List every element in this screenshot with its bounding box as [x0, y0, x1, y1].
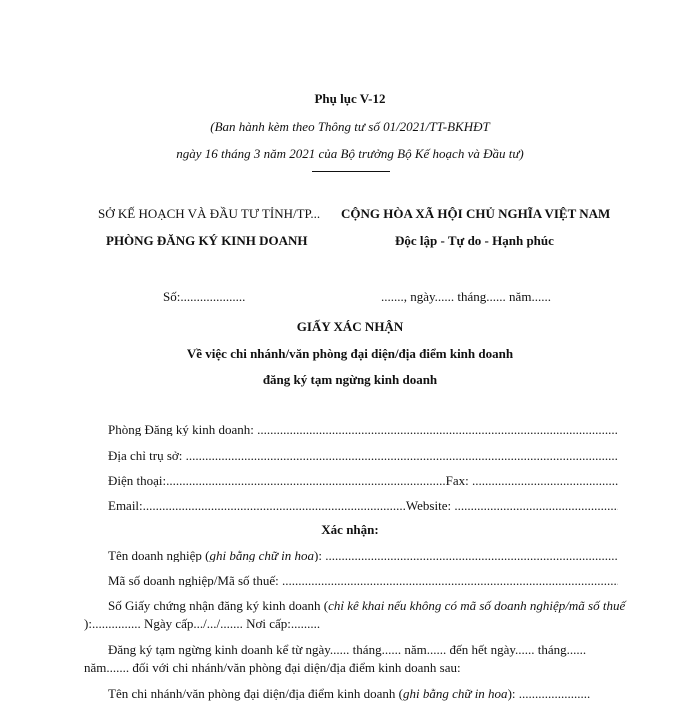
document-title: GIẤY XÁC NHẬN	[296, 319, 404, 334]
email-dots: .................................................................................	[142, 499, 406, 512]
tax-code-field	[108, 574, 618, 587]
office-label: Phòng Đăng ký kinh doanh:	[108, 423, 254, 436]
cert-line2	[84, 617, 320, 630]
office-field	[108, 423, 618, 436]
cert-prefix: Số Giấy chứng nhận đăng ký kinh doanh (	[108, 598, 329, 613]
address-field	[108, 449, 618, 462]
company-name-italic: ghi bằng chữ in hoa	[209, 549, 315, 562]
phone-dots: ......................................................................................	[166, 474, 446, 487]
agency-line1: SỞ KẾ HOẠCH VÀ ĐẦU TƯ TỈNH/TP...	[98, 206, 321, 221]
appendix-title: Phụ lục V-12	[314, 91, 386, 106]
cert-line1	[108, 599, 625, 612]
document-subtitle-line1: Về việc chi nhánh/văn phòng đại diện/địa điểm kinh doanh	[186, 346, 514, 361]
branch-prefix: Tên chi nhánh/văn phòng đại diện/địa điểm kinh doanh (	[108, 686, 403, 701]
company-name-field	[108, 549, 618, 562]
header-divider	[312, 171, 390, 172]
company-name-prefix: Tên doanh nghiệp (	[108, 549, 210, 562]
website-label: Website:	[405, 499, 452, 512]
phone-label: Điện thoại:	[108, 474, 167, 487]
cert-italic: chỉ kê khai nếu không có mã số doanh nghiệp/mã số thuế	[328, 598, 626, 613]
document-subtitle-line2: đăng ký tạm ngừng kinh doanh	[262, 372, 438, 387]
issued-note-line2: ngày 16 tháng 3 năm 2021 của Bộ trưởng Bộ Kế hoạch và Đầu tư)	[176, 146, 524, 161]
suspend-line1: Đăng ký tạm ngừng kinh doanh kể từ ngày...... tháng...... năm...... đến hết ngày...... tháng......	[108, 642, 587, 657]
address-label: Địa chỉ trụ sở:	[108, 449, 183, 462]
email-website-field	[108, 499, 618, 512]
issued-note-line1: (Ban hành kèm theo Thông tư số 01/2021/TT-BKHĐT	[210, 119, 490, 134]
branch-suffix: ): ......................	[507, 686, 591, 701]
phone-fax-field	[108, 474, 618, 487]
company-name-suffix: ):	[314, 549, 322, 562]
cert-suffix: ):............... Ngày cấp.../.../....... Nơi cấp:.........	[84, 616, 321, 631]
email-label: Email:	[108, 499, 143, 512]
confirm-heading: Xác nhận:	[321, 522, 379, 537]
nation-line1: CỘNG HÒA XÃ HỘI CHỦ NGHĨA VIỆT NAM	[341, 206, 611, 221]
agency-line2: PHÒNG ĐĂNG KÝ KINH DOANH	[106, 233, 308, 248]
tax-code-label: Mã số doanh nghiệp/Mã số thuế:	[108, 574, 279, 587]
fax-label: Fax:	[445, 474, 469, 487]
document-date: ......., ngày...... tháng...... năm......	[381, 289, 551, 304]
nation-line2: Độc lập - Tự do - Hạnh phúc	[395, 233, 554, 248]
branch-name-field	[108, 687, 590, 700]
suspend-line2: năm....... đối với chi nhánh/văn phòng đại diện/địa điểm kinh doanh sau:	[84, 660, 461, 675]
branch-italic: ghi bằng chữ in hoa	[402, 686, 508, 701]
document-number: Số:....................	[163, 289, 246, 304]
